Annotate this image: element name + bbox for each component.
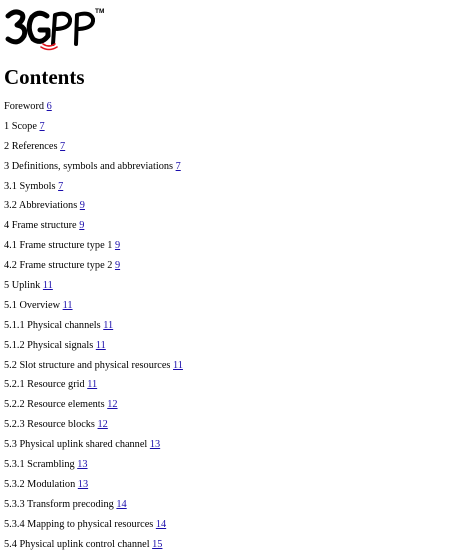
toc-page-link[interactable]: 11: [42, 280, 53, 292]
toc-entry: [4, 316, 183, 336]
toc-page-link[interactable]: 12: [97, 419, 108, 431]
toc-entry: [4, 475, 183, 495]
toc-entry-label: 5.2 Slot structure and physical resources: [4, 359, 171, 371]
toc-entry-label: 3.1 Symbols: [4, 180, 56, 192]
toc-entry-label: 5.1.2 Physical signals: [4, 339, 94, 351]
toc-entry: [4, 296, 183, 316]
toc-entry: [4, 395, 183, 415]
toc-entry: [4, 455, 183, 475]
toc-entry: [4, 196, 183, 216]
toc-entry: [4, 236, 183, 256]
toc-page-link[interactable]: 11: [95, 339, 106, 351]
toc-page-link[interactable]: 11: [173, 359, 183, 371]
toc-entry: [4, 216, 183, 236]
toc-entry: [4, 375, 183, 395]
toc-entry-label: 5.2.1 Resource grid: [4, 379, 85, 391]
toc-page-link[interactable]: 11: [87, 379, 98, 391]
toc-page-link[interactable]: 7: [175, 160, 181, 172]
3gpp-logo: [5, 6, 103, 52]
toc-page-link[interactable]: 9: [79, 220, 85, 232]
toc-page-link[interactable]: 11: [103, 319, 114, 331]
svg-text:TM: TM: [95, 8, 105, 15]
toc-entry-label: Foreword: [4, 101, 45, 112]
toc-entry-label: 5.3.4 Mapping to physical resources: [4, 518, 154, 530]
toc-entry: [4, 117, 183, 137]
page-title: Contents: [4, 65, 85, 89]
toc-entry: [4, 535, 183, 555]
toc-entry-label: 5.3.2 Modulation: [4, 478, 76, 490]
toc-entry-label: 5.2.3 Resource blocks: [4, 419, 95, 431]
table-of-contents: [4, 97, 183, 554]
toc-page-link[interactable]: 14: [116, 498, 127, 510]
toc-page-link[interactable]: 13: [77, 459, 88, 471]
toc-page-link[interactable]: 6: [46, 101, 52, 112]
toc-page-link[interactable]: 15: [152, 538, 163, 550]
toc-entry: [4, 157, 183, 177]
toc-page-link[interactable]: 13: [149, 439, 161, 451]
toc-page-link[interactable]: 7: [39, 120, 45, 132]
toc-entry: [4, 256, 183, 276]
toc-page-link[interactable]: 9: [79, 200, 85, 212]
toc-page-link[interactable]: 7: [60, 140, 66, 152]
toc-entry-label: 5.4 Physical uplink control channel: [4, 538, 150, 550]
toc-entry-label: 3.2 Abbreviations: [4, 200, 78, 212]
toc-entry: [4, 415, 183, 435]
toc-entry: [4, 495, 183, 515]
toc-entry: [4, 515, 183, 535]
toc-entry-label: 5.3.3 Transform precoding: [4, 498, 114, 510]
toc-entry-label: 5.1.1 Physical channels: [4, 319, 101, 331]
toc-entry-label: 3 Definitions, symbols and abbreviations: [4, 160, 174, 172]
toc-entry-label: 4.1 Frame structure type 1: [4, 240, 113, 252]
toc-page-link[interactable]: 9: [114, 240, 121, 252]
toc-entry-label: 4.2 Frame structure type 2: [4, 260, 113, 272]
toc-entry: [4, 276, 183, 296]
toc-entry: [4, 137, 183, 157]
toc-entry-label: 5 Uplink: [4, 280, 41, 292]
toc-entry-label: 4 Frame structure: [4, 220, 77, 232]
toc-entry-label: 5.3.1 Scrambling: [4, 459, 75, 471]
3gpp-logo-graphic: [5, 6, 103, 52]
toc-page-link[interactable]: 13: [77, 478, 89, 490]
toc-entry-label: 5.1 Overview: [4, 299, 61, 311]
toc-entry: [4, 336, 183, 356]
toc-entry-label: 2 References: [4, 140, 58, 152]
toc-page-link[interactable]: 7: [58, 180, 64, 192]
toc-entry-label: 5.2.2 Resource elements: [4, 399, 105, 411]
toc-entry: [4, 356, 183, 376]
toc-entry-label: 1 Scope: [4, 120, 37, 132]
toc-page-link[interactable]: 14: [155, 518, 167, 530]
toc-page-link[interactable]: 12: [107, 399, 118, 411]
toc-page-link[interactable]: 11: [62, 299, 73, 311]
toc-entry-label: 5.3 Physical uplink shared channel: [4, 439, 148, 451]
toc-page-link[interactable]: 9: [114, 260, 121, 272]
toc-entry: [4, 435, 183, 455]
toc-entry: [4, 177, 183, 197]
toc-entry: [4, 97, 183, 117]
